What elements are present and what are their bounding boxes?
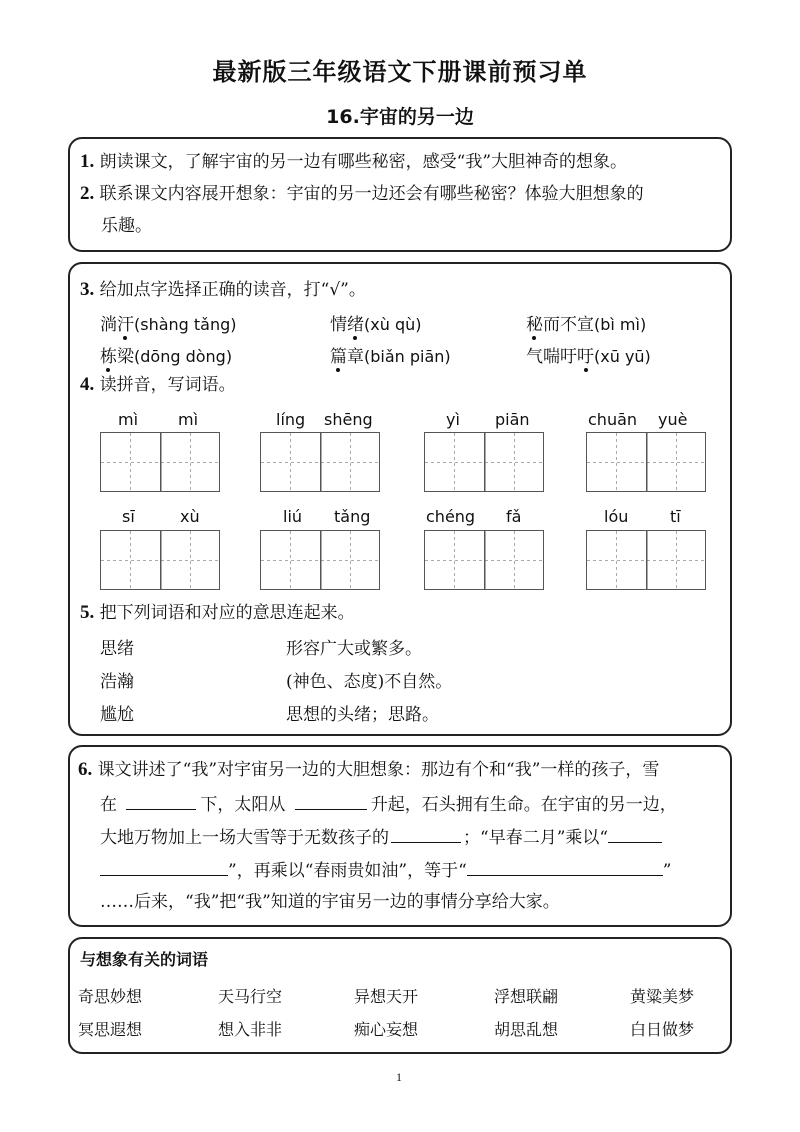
q3-prompt-text: 给加点字选择正确的读音，打“√”。 bbox=[99, 280, 366, 300]
pinyin-label: fǎ bbox=[506, 507, 522, 526]
writing-grid[interactable] bbox=[424, 432, 544, 492]
q5-prompt bbox=[80, 601, 355, 625]
q3-pinyin-choice[interactable]: (xū yū) bbox=[594, 347, 651, 366]
pinyin-label: xù bbox=[180, 507, 200, 526]
idiom: 浮想联翩 bbox=[494, 987, 559, 1006]
idiom: 胡思乱想 bbox=[494, 1020, 559, 1039]
goal-2 bbox=[80, 182, 644, 206]
goal-2-text-line2: 乐趣。 bbox=[101, 216, 152, 236]
q5-prompt-text: 把下列词语和对应的意思连起来。 bbox=[99, 603, 355, 623]
q3-word: 淌汗 bbox=[100, 315, 134, 335]
idiom: 黄粱美梦 bbox=[630, 987, 695, 1006]
q6-text: ”，再乘以“春雨贵如油”，等于“ bbox=[228, 861, 467, 881]
q3-item bbox=[526, 310, 646, 335]
q6-number: 6. bbox=[78, 759, 93, 780]
idiom: 奇思妙想 bbox=[78, 987, 143, 1006]
lesson-title: 16.宇宙的另一边 bbox=[326, 106, 474, 128]
answer-blank[interactable] bbox=[100, 857, 228, 876]
q3-word: 栋梁 bbox=[100, 347, 134, 367]
pinyin-label: tǎng bbox=[334, 507, 371, 526]
writing-grid[interactable] bbox=[260, 432, 380, 492]
q5-number: 5. bbox=[80, 602, 95, 623]
goal-1-number: 1. bbox=[80, 151, 95, 172]
q5-meaning[interactable]: 形容广大或繁多。 bbox=[286, 639, 422, 659]
q4-prompt-text: 读拼音，写词语。 bbox=[99, 375, 236, 395]
q3-pinyin-choice[interactable]: (bì mì) bbox=[594, 315, 647, 334]
q6-text: 大地万物加上一场大雪等于无数孩子的 bbox=[100, 828, 389, 848]
answer-blank[interactable] bbox=[391, 824, 461, 843]
idiom: 白日做梦 bbox=[630, 1020, 695, 1039]
q6-line-4 bbox=[100, 857, 671, 883]
emphasis-dot bbox=[123, 336, 127, 340]
q3-number: 3. bbox=[80, 279, 95, 300]
pinyin-label: shēng bbox=[324, 410, 373, 429]
q6-line-3 bbox=[100, 824, 662, 850]
idiom: 痴心妄想 bbox=[354, 1020, 419, 1039]
q5-meaning[interactable]: 思想的头绪；思路。 bbox=[286, 705, 439, 725]
q3-word: 篇章 bbox=[330, 347, 364, 367]
q6-text: 升起，石头拥有生命。在宇宙的另一边， bbox=[370, 795, 677, 815]
q5-term[interactable]: 浩瀚 bbox=[100, 672, 134, 692]
pinyin-label: mì bbox=[178, 410, 199, 429]
pinyin-label: piān bbox=[495, 410, 530, 429]
writing-grid[interactable] bbox=[260, 530, 380, 590]
q3-word: 情绪 bbox=[330, 315, 364, 335]
q6-text: ；“早春二月”乘以“ bbox=[463, 828, 609, 848]
pinyin-label: yì bbox=[446, 410, 460, 429]
q6-text: 下，太阳从 bbox=[200, 795, 286, 815]
emphasis-dot bbox=[353, 336, 357, 340]
writing-grid[interactable] bbox=[586, 530, 706, 590]
q6-text: 课文讲述了“我”对宇宙另一边的大胆想象：那边有个和“我”一样的孩子，雪 bbox=[97, 760, 660, 780]
q6-line-1 bbox=[78, 758, 659, 782]
writing-grid[interactable] bbox=[100, 432, 220, 492]
page-number: 1 bbox=[396, 1070, 402, 1084]
pinyin-label: tī bbox=[670, 507, 681, 526]
pinyin-label: lóu bbox=[604, 507, 629, 526]
q6-line-5: ……后来，“我”把“我”知道的宇宙另一边的事情分享给大家。 bbox=[100, 892, 560, 912]
q3-item bbox=[330, 342, 451, 367]
q6-text: ” bbox=[662, 861, 672, 881]
pinyin-label: chuān bbox=[588, 410, 638, 429]
emphasis-dot bbox=[336, 368, 340, 372]
q3-pinyin-choice[interactable]: (shàng tǎng) bbox=[134, 315, 237, 334]
pinyin-label: líng bbox=[276, 410, 306, 429]
q3-item bbox=[330, 310, 421, 335]
pinyin-label: chéng bbox=[426, 507, 476, 526]
pinyin-label: sī bbox=[122, 507, 135, 526]
idiom: 想入非非 bbox=[218, 1020, 283, 1039]
emphasis-dot bbox=[584, 368, 588, 372]
writing-grid[interactable] bbox=[586, 432, 706, 492]
goal-2-number: 2. bbox=[80, 183, 95, 204]
q3-item bbox=[100, 310, 237, 335]
answer-blank[interactable] bbox=[295, 791, 367, 810]
emphasis-dot bbox=[106, 368, 110, 372]
q3-pinyin-choice[interactable]: (biǎn piān) bbox=[364, 347, 451, 366]
writing-grid[interactable] bbox=[100, 530, 220, 590]
answer-blank[interactable] bbox=[608, 824, 662, 843]
vocab-title: 与想象有关的词语 bbox=[80, 950, 209, 969]
q5-term[interactable]: 尴尬 bbox=[100, 705, 134, 725]
q5-term[interactable]: 思绪 bbox=[100, 639, 134, 659]
answer-blank[interactable] bbox=[467, 857, 663, 876]
idiom: 冥思遐想 bbox=[78, 1020, 143, 1039]
pinyin-label: mì bbox=[118, 410, 139, 429]
goal-1-text: 朗读课文，了解宇宙的另一边有哪些秘密，感受“我”大胆神奇的想象。 bbox=[99, 152, 628, 172]
pinyin-label: yuè bbox=[658, 410, 688, 429]
q3-pinyin-choice[interactable]: (dōng dòng) bbox=[134, 347, 233, 366]
goal-2-text-line1: 联系课文内容展开想象：宇宙的另一边还会有哪些秘密？体验大胆想象的 bbox=[99, 184, 644, 204]
writing-grid[interactable] bbox=[424, 530, 544, 590]
q3-item bbox=[100, 342, 232, 367]
emphasis-dot bbox=[532, 336, 536, 340]
q4-prompt bbox=[80, 373, 236, 397]
q6-line-2 bbox=[100, 791, 677, 817]
q4-number: 4. bbox=[80, 374, 95, 395]
q3-pinyin-choice[interactable]: (xù qù) bbox=[364, 315, 422, 334]
goal-1 bbox=[80, 150, 627, 174]
q6-text: 在 bbox=[100, 795, 117, 815]
q3-item bbox=[526, 342, 651, 367]
q5-meaning[interactable]: (神色、态度)不自然。 bbox=[286, 672, 453, 692]
page-title: 最新版三年级语文下册课前预习单 bbox=[212, 58, 588, 86]
q3-word: 气喘吁吁 bbox=[526, 347, 594, 367]
idiom: 异想天开 bbox=[354, 987, 419, 1006]
q3-prompt bbox=[80, 278, 366, 302]
answer-blank[interactable] bbox=[126, 791, 196, 810]
q3-word: 秘而不宣 bbox=[526, 315, 594, 335]
pinyin-label: liú bbox=[283, 507, 303, 526]
idiom: 天马行空 bbox=[218, 987, 283, 1006]
